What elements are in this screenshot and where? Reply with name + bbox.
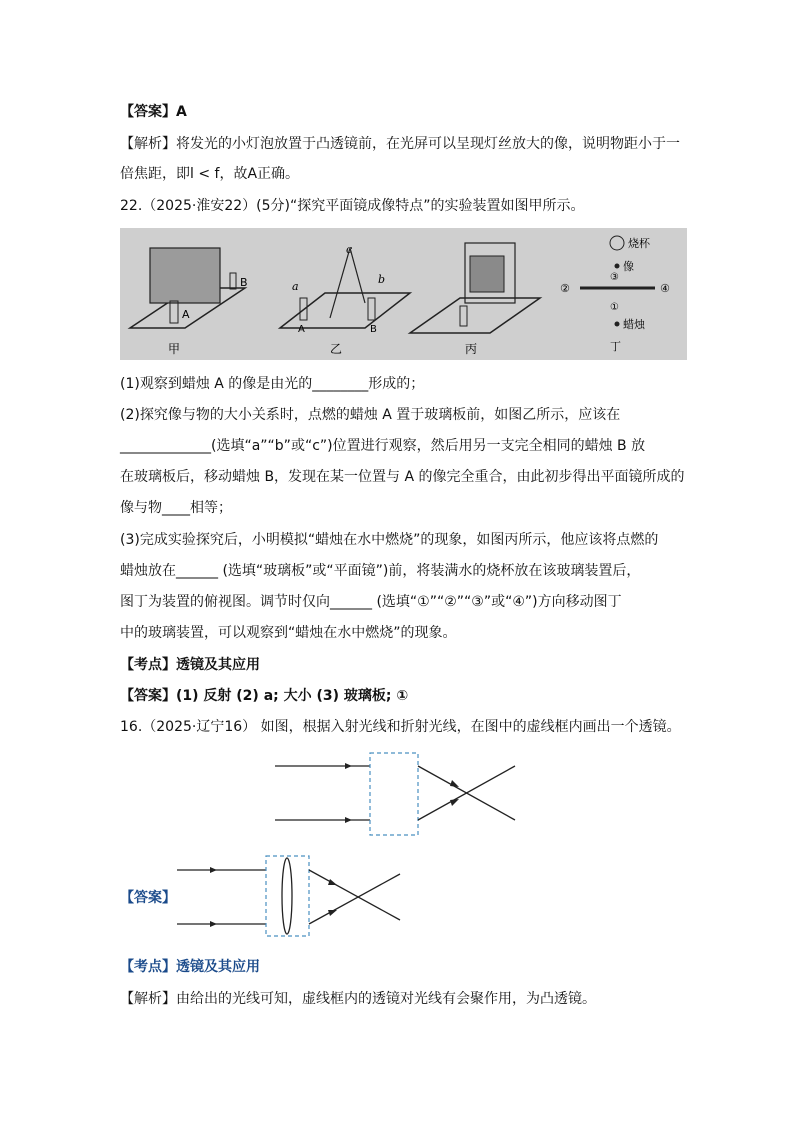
arrow-icon xyxy=(345,817,352,823)
label-B: B xyxy=(240,276,248,289)
q22-part3-line2: 蜡烛放在______ (选填“玻璃板”或“平面镜”)前，将装满水的烧杯放在该玻璃装置后， xyxy=(120,563,641,579)
bing-beaker xyxy=(470,256,504,292)
ding-image-dot xyxy=(615,264,620,269)
label-c: c xyxy=(346,243,353,256)
ding-candle-dot xyxy=(615,322,620,327)
ding-beaker-circle xyxy=(610,236,624,250)
label-jia: 甲 xyxy=(168,342,181,356)
label-beaker: 烧杯 xyxy=(628,237,650,250)
q16-answer-label: 【答案】 xyxy=(120,890,176,906)
prev-analysis-line1: 【解析】将发光的小灯泡放置于凸透镜前，在光屏可以呈现灯丝放大的像，说明物距小于一 xyxy=(120,136,680,152)
q16-answer-diagram xyxy=(172,852,404,940)
label-d2: ② xyxy=(560,282,570,295)
yi-candle-b xyxy=(368,298,375,320)
label-ding: 丁 xyxy=(610,340,621,353)
label-B2: B xyxy=(370,324,377,335)
label-image: 像 xyxy=(623,260,634,273)
label-bing: 丙 xyxy=(465,342,478,356)
q22-part2-line2: _____________(选填“a”“b”或“c”)位置进行观察，然后用另一支完全相同的蜡烛 B 放 xyxy=(120,438,646,454)
q22-kaodian: 【考点】透镜及其应用 xyxy=(120,657,260,673)
q22-experiment-photo xyxy=(120,228,687,360)
yi-glass-edge1 xyxy=(330,248,350,318)
q22-part3-line4: 中的玻璃装置，可以观察到“蜡烛在水中燃烧”的现象。 xyxy=(120,625,457,641)
jia-candle-b xyxy=(230,273,236,289)
yi-glass-edge2 xyxy=(350,248,365,303)
q22-answer: 【答案】(1) 反射 (2) a; 大小 (3) 玻璃板; ① xyxy=(120,688,409,704)
arrow-icon xyxy=(210,867,217,873)
jia-candle-a xyxy=(170,301,178,323)
q22-part2-line1: (2)探究像与物的大小关系时，点燃的蜡烛 A 置于玻璃板前，如图乙所示，应该在 xyxy=(120,407,621,423)
q16-title: 16.（2025·辽宁16） 如图，根据入射光线和折射光线，在图中的虚线框内画出一个透镜。 xyxy=(120,719,681,735)
bing-candle xyxy=(460,306,467,326)
label-a: a xyxy=(292,280,299,293)
q16-question-diagram xyxy=(270,748,530,838)
q22-part1: (1)观察到蜡烛 A 的像是由光的________形成的； xyxy=(120,376,425,392)
q22-part3-line1: (3)完成实验探究后，小明模拟“蜡烛在水中燃烧”的现象，如图丙所示，他应该将点燃的 xyxy=(120,532,659,548)
jia-glass-board xyxy=(150,248,220,303)
q22-part2-line3: 在玻璃板后，移动蜡烛 B，发现在某一位置与 A 的像完全重合，由此初步得出平面镜所成的 xyxy=(120,469,685,485)
arrow-icon xyxy=(210,921,217,927)
label-A: A xyxy=(182,308,190,321)
arrow-icon xyxy=(328,879,337,885)
dashed-box xyxy=(370,753,418,835)
arrow-icon xyxy=(328,910,337,916)
label-d1: ① xyxy=(610,302,619,313)
convex-lens-icon xyxy=(282,858,292,934)
label-A2: A xyxy=(298,324,305,335)
label-b: b xyxy=(378,273,386,286)
label-yi: 乙 xyxy=(330,342,343,356)
q16-analysis: 【解析】由给出的光线可知，虚线框内的透镜对光线有会聚作用，为凸透镜。 xyxy=(120,991,596,1007)
label-candle: 蜡烛 xyxy=(623,318,645,331)
label-d4: ④ xyxy=(660,282,670,295)
prev-analysis-line2: 倍焦距，即l < f，故A正确。 xyxy=(120,166,300,182)
answer-refracted-bottom xyxy=(309,874,400,924)
q16-kaodian: 【考点】透镜及其应用 xyxy=(120,959,260,975)
q22-title: 22.（2025·淮安22）(5分)“探究平面镜成像特点”的实验装置如图甲所示。 xyxy=(120,198,585,214)
label-d3: ③ xyxy=(610,272,619,283)
answer-dashed-box xyxy=(266,856,309,936)
prev-answer: 【答案】A xyxy=(120,104,187,120)
arrow-icon xyxy=(450,780,459,787)
arrow-icon xyxy=(345,763,352,769)
answer-refracted-top xyxy=(309,870,400,920)
q22-part2-line4: 像与物____相等； xyxy=(120,500,232,516)
q22-part3-line3: 图丁为装置的俯视图。调节时仅向______ (选填“①”“②”“③”或“④”)方向移动图丁 xyxy=(120,594,622,610)
arrow-icon xyxy=(450,799,459,806)
